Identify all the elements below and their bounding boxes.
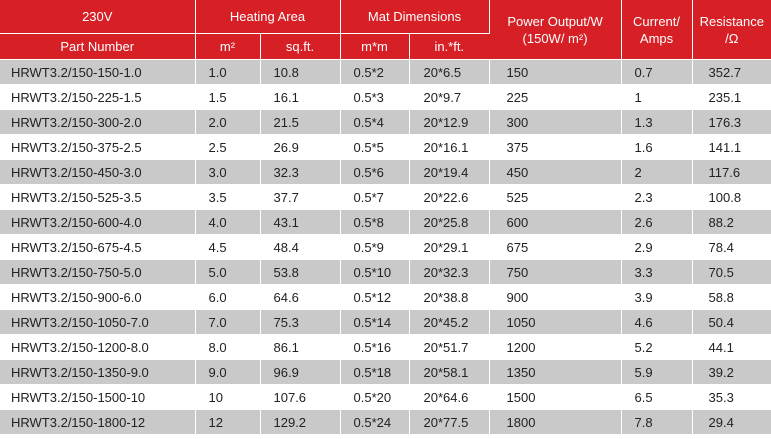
area-m2-cell: 3.0 bbox=[195, 160, 260, 185]
table-row bbox=[0, 310, 771, 335]
dimensions-inft-cell: 20*19.4 bbox=[409, 160, 489, 185]
current-cell: 1 bbox=[621, 85, 692, 110]
area-m2-cell: 5.0 bbox=[195, 260, 260, 285]
mm-header: m*m bbox=[340, 34, 409, 60]
resistance-cell: 39.2 bbox=[692, 360, 771, 385]
dimensions-inft-cell: 20*64.6 bbox=[409, 385, 489, 410]
area-m2-cell: 10 bbox=[195, 385, 260, 410]
resistance-cell: 29.4 bbox=[692, 410, 771, 435]
dimensions-inft-cell: 20*16.1 bbox=[409, 135, 489, 160]
part-number-cell: HRWT3.2/150-450-3.0 bbox=[0, 160, 195, 185]
part-number-cell: HRWT3.2/150-1350-9.0 bbox=[0, 360, 195, 385]
area-sqft-cell: 96.9 bbox=[260, 360, 340, 385]
power-output-cell: 225 bbox=[489, 85, 621, 110]
current-cell: 1.3 bbox=[621, 110, 692, 135]
resistance-cell: 141.1 bbox=[692, 135, 771, 160]
area-sqft-cell: 86.1 bbox=[260, 335, 340, 360]
power-output-cell: 1350 bbox=[489, 360, 621, 385]
resistance-cell: 100.8 bbox=[692, 185, 771, 210]
current-header bbox=[621, 0, 692, 60]
resistance-cell: 235.1 bbox=[692, 85, 771, 110]
table-row bbox=[0, 285, 771, 310]
area-m2-cell: 8.0 bbox=[195, 335, 260, 360]
resistance-cell: 70.5 bbox=[692, 260, 771, 285]
current-cell: 2.9 bbox=[621, 235, 692, 260]
dimensions-mm-cell: 0.5*10 bbox=[340, 260, 409, 285]
current-cell: 7.8 bbox=[621, 410, 692, 435]
dimensions-inft-cell: 20*77.5 bbox=[409, 410, 489, 435]
part-number-cell: HRWT3.2/150-150-1.0 bbox=[0, 60, 195, 85]
current-cell: 3.3 bbox=[621, 260, 692, 285]
area-sqft-cell: 64.6 bbox=[260, 285, 340, 310]
area-sqft-cell: 53.8 bbox=[260, 260, 340, 285]
current-cell: 3.9 bbox=[621, 285, 692, 310]
dimensions-inft-cell: 20*6.5 bbox=[409, 60, 489, 85]
dimensions-mm-cell: 0.5*16 bbox=[340, 335, 409, 360]
current-cell: 5.2 bbox=[621, 335, 692, 360]
heating-area-header: Heating Area bbox=[195, 0, 340, 34]
resistance-cell: 35.3 bbox=[692, 385, 771, 410]
area-m2-cell: 6.0 bbox=[195, 285, 260, 310]
power-output-cell: 450 bbox=[489, 160, 621, 185]
resistance-cell: 117.6 bbox=[692, 160, 771, 185]
dimensions-mm-cell: 0.5*18 bbox=[340, 360, 409, 385]
dimensions-inft-cell: 20*22.6 bbox=[409, 185, 489, 210]
area-m2-cell: 4.0 bbox=[195, 210, 260, 235]
dimensions-mm-cell: 0.5*6 bbox=[340, 160, 409, 185]
table-row bbox=[0, 135, 771, 160]
m2-header: m² bbox=[195, 34, 260, 60]
dimensions-inft-cell: 20*12.9 bbox=[409, 110, 489, 135]
inft-header: in.*ft. bbox=[409, 34, 489, 60]
current-cell: 1.6 bbox=[621, 135, 692, 160]
area-sqft-cell: 48.4 bbox=[260, 235, 340, 260]
table-row bbox=[0, 235, 771, 260]
power-output-cell: 300 bbox=[489, 110, 621, 135]
power-output-cell: 675 bbox=[489, 235, 621, 260]
dimensions-mm-cell: 0.5*12 bbox=[340, 285, 409, 310]
table-row bbox=[0, 410, 771, 435]
table-body bbox=[0, 60, 771, 435]
dimensions-mm-cell: 0.5*5 bbox=[340, 135, 409, 160]
part-number-cell: HRWT3.2/150-225-1.5 bbox=[0, 85, 195, 110]
resistance-cell: 88.2 bbox=[692, 210, 771, 235]
resistance-header bbox=[692, 0, 771, 60]
mat-dimensions-header: Mat Dimensions bbox=[340, 0, 489, 34]
area-sqft-cell: 32.3 bbox=[260, 160, 340, 185]
dimensions-mm-cell: 0.5*20 bbox=[340, 385, 409, 410]
table-row bbox=[0, 110, 771, 135]
area-sqft-cell: 10.8 bbox=[260, 60, 340, 85]
power-output-header bbox=[489, 0, 621, 60]
table-row bbox=[0, 360, 771, 385]
power-output-cell: 1800 bbox=[489, 410, 621, 435]
part-number-cell: HRWT3.2/150-525-3.5 bbox=[0, 185, 195, 210]
part-number-cell: HRWT3.2/150-750-5.0 bbox=[0, 260, 195, 285]
current-cell: 5.9 bbox=[621, 360, 692, 385]
current-line2: Amps bbox=[639, 30, 674, 46]
power-output-cell: 1200 bbox=[489, 335, 621, 360]
area-sqft-cell: 129.2 bbox=[260, 410, 340, 435]
area-m2-cell: 2.0 bbox=[195, 110, 260, 135]
resistance-cell: 78.4 bbox=[692, 235, 771, 260]
resistance-cell: 44.1 bbox=[692, 335, 771, 360]
current-cell: 2.6 bbox=[621, 210, 692, 235]
table-header bbox=[0, 0, 771, 60]
dimensions-inft-cell: 20*51.7 bbox=[409, 335, 489, 360]
current-cell: 6.5 bbox=[621, 385, 692, 410]
table-row bbox=[0, 60, 771, 85]
resistance-cell: 58.8 bbox=[692, 285, 771, 310]
part-number-header: Part Number bbox=[0, 34, 195, 60]
resistance-cell: 352.7 bbox=[692, 60, 771, 85]
sqft-header: sq.ft. bbox=[260, 34, 340, 60]
power-output-cell: 375 bbox=[489, 135, 621, 160]
area-sqft-cell: 26.9 bbox=[260, 135, 340, 160]
area-m2-cell: 1.5 bbox=[195, 85, 260, 110]
part-number-cell: HRWT3.2/150-300-2.0 bbox=[0, 110, 195, 135]
part-number-cell: HRWT3.2/150-1800-12 bbox=[0, 410, 195, 435]
power-output-line2: (150W/ m²) bbox=[522, 30, 588, 46]
table-row bbox=[0, 210, 771, 235]
dimensions-mm-cell: 0.5*4 bbox=[340, 110, 409, 135]
area-sqft-cell: 37.7 bbox=[260, 185, 340, 210]
dimensions-mm-cell: 0.5*24 bbox=[340, 410, 409, 435]
resistance-cell: 176.3 bbox=[692, 110, 771, 135]
part-number-cell: HRWT3.2/150-1050-7.0 bbox=[0, 310, 195, 335]
dimensions-mm-cell: 0.5*9 bbox=[340, 235, 409, 260]
power-output-cell: 150 bbox=[489, 60, 621, 85]
part-number-cell: HRWT3.2/150-600-4.0 bbox=[0, 210, 195, 235]
power-output-cell: 525 bbox=[489, 185, 621, 210]
part-number-cell: HRWT3.2/150-675-4.5 bbox=[0, 235, 195, 260]
dimensions-inft-cell: 20*38.8 bbox=[409, 285, 489, 310]
area-sqft-cell: 75.3 bbox=[260, 310, 340, 335]
dimensions-mm-cell: 0.5*7 bbox=[340, 185, 409, 210]
power-output-cell: 600 bbox=[489, 210, 621, 235]
power-output-line1: Power Output/W bbox=[507, 13, 603, 29]
area-m2-cell: 2.5 bbox=[195, 135, 260, 160]
current-cell: 2 bbox=[621, 160, 692, 185]
area-m2-cell: 4.5 bbox=[195, 235, 260, 260]
current-cell: 0.7 bbox=[621, 60, 692, 85]
area-m2-cell: 9.0 bbox=[195, 360, 260, 385]
part-number-cell: HRWT3.2/150-900-6.0 bbox=[0, 285, 195, 310]
current-cell: 4.6 bbox=[621, 310, 692, 335]
dimensions-inft-cell: 20*25.8 bbox=[409, 210, 489, 235]
dimensions-mm-cell: 0.5*3 bbox=[340, 85, 409, 110]
area-m2-cell: 12 bbox=[195, 410, 260, 435]
area-sqft-cell: 43.1 bbox=[260, 210, 340, 235]
dimensions-mm-cell: 0.5*2 bbox=[340, 60, 409, 85]
resistance-line2: /Ω bbox=[725, 30, 739, 46]
area-m2-cell: 3.5 bbox=[195, 185, 260, 210]
part-number-cell: HRWT3.2/150-1200-8.0 bbox=[0, 335, 195, 360]
voltage-header: 230V bbox=[0, 0, 195, 34]
power-output-cell: 1050 bbox=[489, 310, 621, 335]
dimensions-inft-cell: 20*58.1 bbox=[409, 360, 489, 385]
area-m2-cell: 1.0 bbox=[195, 60, 260, 85]
table-row bbox=[0, 335, 771, 360]
dimensions-inft-cell: 20*45.2 bbox=[409, 310, 489, 335]
current-line1: Current/ bbox=[633, 13, 681, 29]
table-row bbox=[0, 185, 771, 210]
resistance-line1: Resistance bbox=[699, 13, 764, 29]
power-output-cell: 900 bbox=[489, 285, 621, 310]
current-cell: 2.3 bbox=[621, 185, 692, 210]
dimensions-inft-cell: 20*29.1 bbox=[409, 235, 489, 260]
resistance-cell: 50.4 bbox=[692, 310, 771, 335]
table-row bbox=[0, 260, 771, 285]
dimensions-inft-cell: 20*9.7 bbox=[409, 85, 489, 110]
area-sqft-cell: 21.5 bbox=[260, 110, 340, 135]
power-output-cell: 750 bbox=[489, 260, 621, 285]
power-output-cell: 1500 bbox=[489, 385, 621, 410]
table-row bbox=[0, 385, 771, 410]
table-row bbox=[0, 160, 771, 185]
area-m2-cell: 7.0 bbox=[195, 310, 260, 335]
part-number-cell: HRWT3.2/150-375-2.5 bbox=[0, 135, 195, 160]
table-row bbox=[0, 85, 771, 110]
dimensions-inft-cell: 20*32.3 bbox=[409, 260, 489, 285]
area-sqft-cell: 16.1 bbox=[260, 85, 340, 110]
area-sqft-cell: 107.6 bbox=[260, 385, 340, 410]
dimensions-mm-cell: 0.5*14 bbox=[340, 310, 409, 335]
dimensions-mm-cell: 0.5*8 bbox=[340, 210, 409, 235]
part-number-cell: HRWT3.2/150-1500-10 bbox=[0, 385, 195, 410]
